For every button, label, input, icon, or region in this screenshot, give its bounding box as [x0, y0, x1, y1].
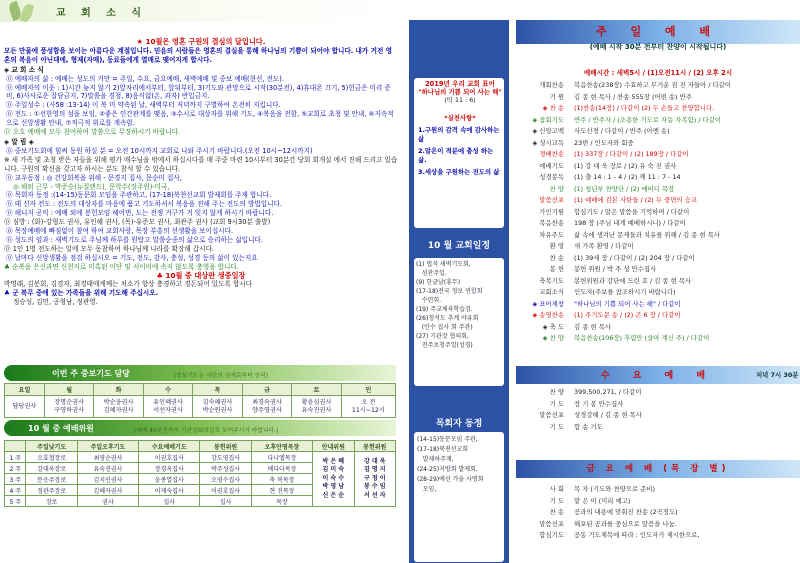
- news-item: ⓪ 중보기도회에 힘써 동원 하실 분 = 오전 10시까지 교회로 나와 주시기 바랍니다.(오전 10시~12시까지): [6, 146, 313, 155]
- table-row: [516, 126, 800, 138]
- rota-cell: 황윤심권사 유숙진권사: [292, 396, 341, 418]
- order-label: 가인기원: [539, 207, 564, 216]
- news-item: ⓪ 주일성수 : (사58 :13-14) 이 복 미 약속된 날, 새벽부터 저녁까지 구별하여 온전히 지킵니다.: [6, 101, 281, 110]
- order-value: 복음찬송(238장) 수효하고 무거운 짐 진 자들아 / 다같이: [574, 81, 732, 89]
- order-label: 찬 양: [549, 184, 564, 193]
- table-row: [516, 115, 800, 127]
- theme-ref: (막 11 : 6): [444, 96, 476, 104]
- duty-cell: 윤종열집사: [139, 474, 200, 485]
- table-row: [516, 322, 800, 334]
- table-row: [516, 103, 800, 115]
- duty-cell: 1 주: [5, 452, 26, 463]
- pastor-item: (28-29)예선 가을 사명회: [417, 476, 484, 483]
- pastor-news: [414, 432, 504, 562]
- table-row: [516, 92, 800, 104]
- news-item: ⓪ 오호 예배에 모두 참여하여 말씀으로 무장하시기 바랍니다.: [4, 128, 181, 137]
- order-value: 성경강해 / 김 종 현 목사: [574, 411, 642, 419]
- news-item: ⓪ 목회자 동정 :(14-15)동문회 모임을 주관하고, (17-18)북쳔선교회 발제회를 주재 합니다.: [6, 191, 272, 200]
- table-row: [516, 195, 800, 207]
- duty-cell: 김지인권사: [77, 474, 138, 485]
- news-item: ⓪ 날마다 신앙생활을 점검 하십시오 = 기도, 전도, 감사, 충성, 성경 등의 삶이 있는지요: [6, 253, 258, 262]
- pastor-item: (14-15)동문모임 주관,: [417, 436, 478, 443]
- order-value: (1) 출 14 : 1 - 4 / (2) 께 11 : 7 - 14: [574, 173, 681, 181]
- order-value: (1) 강 대 욱 장로 / (2) 유 숙 진 권사: [574, 161, 677, 170]
- duty-cell: 박주성집사: [200, 463, 251, 474]
- order-value: 김 종 현 목사 / 찬송 555장 (어떤 송) 반주: [574, 92, 692, 101]
- order-label: 봉 헌: [549, 265, 564, 273]
- section-title: 교 회 소 식: [56, 8, 148, 19]
- news-item: ♣ 군 복무 중에 있는 가족들을 위해 기도해 주십시오.: [4, 289, 159, 298]
- guide-volunteers-b: 강 대 욱 김 명 지 구 정 이 봉 수 임 서 선 자: [354, 452, 395, 507]
- order-label: 경배찬송: [539, 150, 564, 158]
- sunday-order: [516, 80, 800, 345]
- duty-cell: 이권호집사: [139, 452, 200, 463]
- duty-cell: 김혜자권사: [77, 485, 138, 496]
- order-label: 차유주도: [539, 230, 564, 239]
- schedule-item: (26)정석도 추계 야유회: [416, 315, 479, 322]
- rota-cell: 장명순권사 구영하권사: [44, 396, 93, 418]
- table-row: [516, 299, 800, 311]
- schedule-item: (17-18)전국 정보 연합회: [416, 288, 483, 295]
- duty-cell: 2 주: [5, 463, 26, 474]
- theme-year: 2019년 우리 교회 표어: [425, 80, 495, 88]
- news-item: ⓪ 예배자의 삶 : 예배는 성도의 거만 = 주일, 수요, 금요예배, 새벽예배 및 중보 예배(현선, 전도).: [6, 74, 284, 83]
- news-item: ◎ 해외 근무 - 박준승(뉴질랜드), 문학수(장주원)-미국,: [13, 182, 170, 191]
- wednesday-order: [516, 387, 800, 433]
- order-label: ◈ 축 도: [542, 322, 564, 331]
- news-item: ◈ 알 림 ◈: [4, 137, 34, 146]
- news-item: ⓪ 1인 1명 전도하는 일에 모두 동참하여 하나님께 나라를 확장해 갑시다.: [4, 244, 215, 253]
- order-value: 맡 은 이 (미리 예고): [574, 496, 631, 505]
- duty-header-cell: 오후안명목장: [251, 441, 312, 452]
- order-label: 찬 송: [549, 253, 564, 262]
- rota-header-cell: 수: [143, 384, 192, 396]
- schedule-item: 섬찬주일.: [416, 270, 447, 277]
- order-label: 환 영: [549, 242, 564, 250]
- order-value: 23번 / 인도자와 회중: [574, 138, 634, 147]
- schedule-item: [416, 350, 502, 359]
- rota-header-cell: 화: [94, 384, 143, 396]
- news-item: ⓪ 교우동정 : ◎ 건강회복을 위해 - 문경지 집사, 문순미 집사,: [6, 173, 182, 182]
- order-label: 사 회: [549, 485, 564, 493]
- order-label: 합심기도: [539, 531, 564, 539]
- order-label: 예배기도: [539, 161, 564, 170]
- schedule-item: (9) 한글날(휴무): [416, 279, 461, 286]
- duty-cell: 유숙진권사: [77, 463, 138, 474]
- rota-header-cell: 월: [44, 384, 93, 396]
- order-value: 김 종 현 목사: [574, 322, 611, 331]
- pastor-item: (24-25)지방회 발제회,: [417, 466, 478, 473]
- october-schedule-title: 10 월 교회일정: [409, 236, 509, 256]
- duty-cell: 목장: [251, 496, 312, 507]
- duty-cell: 강도영집사: [200, 452, 251, 463]
- news-item: ⓪ 목장예배에 빠짐없이 참여 하여 교회사랑, 목장 부흥의 선생활을 보이십시다.: [6, 227, 234, 236]
- schedule-item: (19) 주교체육학습검.: [416, 306, 473, 313]
- theme-quote: "하나님의 기쁨 되어 사는 해": [418, 88, 502, 96]
- table-row: [516, 484, 800, 496]
- table-row: [516, 399, 800, 411]
- news-item: ⓪ 심방 : (화)-강형도 권사, 유인혜 권사, (목)-유준모 권사, 최관주 권사 (교회 9시30분 출발): [4, 218, 271, 227]
- news-list: [4, 38, 398, 307]
- theme-box: [418, 80, 502, 180]
- duty-cell: 베다다목장: [251, 463, 312, 474]
- friday-order: [516, 484, 800, 542]
- news-item: 박명래, 김봉회, 김경자, 최경태에게께는 처소가 항상 충경하고 경돈되어 있도록 합시다: [4, 280, 253, 289]
- table-row: [516, 241, 800, 253]
- duty-cell: 다니엘목장: [251, 452, 312, 463]
- order-value: 인도자(주보를 참조하시기 바랍니다): [574, 288, 676, 296]
- news-item: 모든 만물에 풍성함을 보이는 아름다운 계절입니다. 믿음의 사람들은 영혼의 결실을 통해 하나님의 기쁨이 되어야 합니다. 내가 거전 영혼의 복음이 아닌데에, 형제(자매), 동료들에게 열매로 맺어지게 합시다.: [4, 46, 392, 64]
- order-value: 해포된 공과를 중심으로 말씀을 나눔.: [574, 519, 677, 528]
- sunday-title: 주 일 예 배: [596, 25, 720, 38]
- order-value: 합 송 기도: [574, 422, 603, 431]
- rota-header-cell: 토: [292, 384, 341, 396]
- table-row: [516, 172, 800, 184]
- news-item: ⓪ 성도의 임과 : 새벽기도로 주님께 하루를 원탑고 말씀순종의 삶으로 승리하는 삶입니다.: [6, 235, 263, 244]
- duty-cell: 최영순권사: [77, 452, 138, 463]
- duty-cell: 3 주: [5, 474, 26, 485]
- table-row: [516, 287, 800, 299]
- order-label: 기 원: [549, 92, 564, 101]
- table-row: [516, 333, 800, 345]
- news-item: ♣ 10월 중 대상판 생중일장: [156, 270, 246, 280]
- prayer-rota-banner: [4, 365, 396, 381]
- rota-cell: 박순웅권사 김혜자권사: [94, 396, 143, 418]
- guide-volunteers-a: 박 은 혜 김 미 숙 이 숙 수 박 영 남 신 은 순: [313, 452, 354, 507]
- table-row: [516, 496, 800, 508]
- duty-banner: [4, 420, 396, 436]
- practice-item: 2.말은이 적분에 충성 하는 삶.: [418, 147, 494, 164]
- schedule-item: 전주초청주일(성경): [416, 342, 473, 349]
- order-value: 합심기도 / 말은 말씀을 기억하며 / 다같이: [574, 207, 690, 216]
- news-item: ◈ 교 회 소 식: [4, 65, 44, 74]
- order-value: 공과의 내용에 맞춰진 찬송 (2곡정도): [574, 508, 678, 516]
- order-value: 봉헌위원과 강단에 드린 호 / 김 종 현 목사: [574, 276, 692, 285]
- rota-header-cell: 목: [193, 384, 242, 396]
- order-label: ◈ 성시교독: [532, 138, 564, 147]
- order-value: (1) 예배에 감본 사탄들 / (2) 두 중면의 승교: [574, 196, 697, 204]
- table-row: [516, 80, 800, 92]
- pastor-item: (17-18)북쳔선교회: [417, 446, 469, 453]
- duty-cell: 오영수집사: [200, 474, 251, 485]
- order-label: ◈ 신앙고백: [532, 127, 564, 135]
- order-label: 말씀선포: [539, 196, 564, 204]
- order-value: (1) 39세 장 / 다같이 / (2) 204 장 / 다같이: [574, 253, 695, 262]
- duty-header-cell: 봉헌위원: [200, 441, 251, 452]
- banner-note: (중보기도는 사단의 권세로부터 승리): [174, 373, 269, 379]
- order-value: 목 자 (기도와 찬양으로 준비): [574, 485, 656, 493]
- practice-item: 3.세상을 구원하는 전도의 삶: [418, 168, 500, 176]
- pastor-news-title: 목회자 동정: [435, 419, 483, 429]
- wednesday-title: 수 요 예 배: [600, 371, 716, 381]
- table-row: [516, 387, 800, 399]
- pastor-item: 발제하주재,: [417, 456, 454, 463]
- duty-cell: 집사: [139, 496, 200, 507]
- order-label: 교회소식: [539, 288, 564, 296]
- order-label: ◈ 찬 양: [542, 334, 564, 342]
- order-value: 사도신경 / 다같이 / 반주 (아멘 송): [574, 127, 670, 135]
- banner-note: (예배 40분전까지 기관장회의실로 모여주시기 바랍니다.): [134, 428, 279, 434]
- table-row: [516, 410, 800, 422]
- order-value: 삶 속에 생겨난 문제들과 치유를 위해 / 김 종 현 목사: [574, 230, 720, 239]
- order-value: 반주 / 반주자 / (조용한 기도로 자동 자복함) / 다같이: [574, 115, 722, 124]
- table-row: [516, 149, 800, 161]
- duty-header-cell: 주일낮기도: [26, 441, 77, 452]
- rota-header-cell: 금: [242, 384, 291, 396]
- duty-cell: 정관주장로: [26, 485, 77, 496]
- order-label: ◈ 찬 송: [542, 104, 564, 112]
- banner-title: 이번 주 중보기도 담당: [52, 369, 130, 378]
- table-row: [516, 161, 800, 173]
- rota-header-cell: 요일: [5, 384, 45, 396]
- news-item: ★ 10월은 영혼 구원의 결심의 달입니다.: [136, 37, 266, 46]
- order-value: 장 기 봉 안수집사: [574, 399, 624, 408]
- table-row: [516, 207, 800, 219]
- practice-item: 1.구원의 감격 속에 감사하는 삶: [418, 126, 500, 143]
- duty-header-cell: 봉헌위원: [354, 441, 395, 452]
- news-item: ⓪ 헤니지 공익 : 예배 외에 봉헌모임 헤어면, 도는 전쟁 거구가 거 잊지 않게 하시기 바랍니다.: [6, 209, 274, 218]
- rota-cell: 최경숙권사 양주영권사: [242, 396, 291, 418]
- rota-cell: 유인혜권사 서선자권사: [143, 396, 192, 418]
- duty-cell: 현 진목장: [251, 485, 312, 496]
- duty-cell: 이권호집사: [200, 485, 251, 496]
- table-row: [516, 253, 800, 265]
- table-row: [516, 422, 800, 434]
- order-value: "하나님의 기쁨 되어 사는 해" / 다같이: [574, 299, 681, 308]
- duty-table: [4, 440, 396, 507]
- order-value: 복음찬송(106장) 후렴만 (살아 계신 주) / 다같이: [574, 334, 710, 342]
- order-value: (1) 337장 / 다같이 / (2) 189장 / 다같이: [574, 150, 689, 158]
- table-row: [516, 184, 800, 196]
- duty-cell: 장경옥집사: [139, 463, 200, 474]
- order-label: 찬 양: [549, 388, 564, 396]
- duty-cell: 이재숙집사: [139, 485, 200, 496]
- order-label: 축복기도: [539, 276, 564, 285]
- order-value: 봉헌 위원 / 박 주 성 안수집사: [574, 265, 657, 273]
- duty-header-cell: 주일오후기도: [77, 441, 138, 452]
- friday-title: 금 요 예 배 (목 장 별): [586, 464, 730, 474]
- table-row: [516, 507, 800, 519]
- practice-title: *실천사항*: [444, 114, 476, 122]
- sunday-times: 예배시간 : 새벽5시 / (1)오전11시 / (2) 오후 2시: [583, 69, 733, 77]
- order-label: 개회찬송: [539, 81, 564, 89]
- rota-header-cell: 인: [341, 384, 395, 396]
- table-row: [516, 276, 800, 288]
- schedule-item: 수련회.: [416, 297, 442, 304]
- order-label: 기 도: [549, 399, 564, 408]
- order-value: 198 장 (주님 내게 예배하시니) / 다같이: [574, 219, 686, 227]
- order-value: 새 가족 환영 / 다같이: [574, 242, 634, 250]
- prayer-rota-table: [4, 383, 396, 418]
- order-label: 성경봉독: [539, 173, 564, 181]
- news-item: 정승성, 김민, 공형남, 정관영.: [13, 298, 98, 307]
- table-row: [516, 138, 800, 150]
- order-label: 기 도: [549, 496, 564, 505]
- order-label: ◈ 송영찬송: [532, 311, 564, 319]
- pastor-item: 모임,: [417, 486, 437, 493]
- order-label: 복음찬송: [539, 219, 564, 227]
- rota-cell: 담당권사: [5, 396, 45, 418]
- duty-cell: 문응주장로: [26, 474, 77, 485]
- news-item: ♣ 순복을 은신과면 신천지로 미혹된 이단 및 서이비에 속지 않도록 충영을 합니다.: [4, 262, 239, 271]
- order-label: 기 도: [549, 422, 564, 431]
- schedule-item: (안수 집사 회 주관): [416, 324, 473, 331]
- duty-header-cell: 수요예배기도: [139, 441, 200, 452]
- duty-cell: 집사: [200, 496, 251, 507]
- rota-cell: 김숙혜권사 박순원권사: [193, 396, 242, 418]
- order-value: 399,500,271, / 다같이: [574, 388, 642, 396]
- table-row: [5, 452, 396, 463]
- sunday-subtitle: (예배 시작 30분 전부터 찬양이 시작됩니다): [589, 43, 727, 51]
- news-item: ⓪ 태 신자 전도 : 전도의 대상자를 마음에 품고 기도하셔서 복음을 전해 주는 전도의 방법입니다.: [6, 200, 282, 209]
- order-label: 말씀선포: [539, 411, 564, 419]
- news-item: ⓪ 예배자의 이웃 : 1)시간 늦지 않기 2)앞자리에서부터, 앞뒤부터, 3)기도와 관망으로 시작(30분전), 4)휴대폰 끄기, 5)헌금은 미리 준비, 6)사사로운 잡담금지, 7)말씀을 경청, 8)음식없(온, 과자) 반입금지.: [6, 83, 391, 101]
- duty-cell: 권사: [77, 496, 138, 507]
- order-value: (1)찬송(14장) / 다같이 (2) 두 손들고 찬양합니다.: [574, 104, 715, 112]
- table-row: [516, 310, 800, 322]
- duty-header-cell: 안내위원: [313, 441, 354, 452]
- duty-cell: 오효협장로: [26, 452, 77, 463]
- duty-cell: 강대욱장로: [26, 463, 77, 474]
- wednesday-time: 저녁 7시 30분: [756, 371, 799, 379]
- duty-header-cell: [5, 441, 26, 452]
- table-row: [516, 230, 800, 242]
- duty-cell: 4 주: [5, 485, 26, 496]
- duty-cell: 5 주: [5, 496, 26, 507]
- duty-cell: 장로: [26, 496, 77, 507]
- schedule-item: (27) 기관장 협의회,: [416, 333, 469, 340]
- news-item: ※ 새 가족 및 초청 받은 자들을 위해 평가 매수님을 밖에서 하십시다를 매 주중 마련 10시부터 30분간 당회 회개실 에서 진해 드리고 있습니다. 구원의 확신을 갖고자 하시는 분도 참석 할 수 있습니다.: [4, 155, 398, 173]
- rota-cell: 오 전 11시~12시: [341, 396, 395, 418]
- order-label: 말씀선포: [539, 519, 564, 528]
- table-row: [516, 218, 800, 230]
- order-value: 공동 기도제목에 따라 : 인도자가 제시한으로,: [574, 531, 700, 539]
- schedule-item: (1) 법석 새벽기도회,: [416, 261, 471, 268]
- news-item: ⓪ 전도 : ①선한영의 섬을 보임, ②좋은 인간관계를 맺음, ③수시로 대상자를 위해 기도, ④복음을 전함, ⑤교회로 초청 및 안내, ⑥지속적으로 신앙생활 안내, ⑦적극적 위로를 계속함.: [6, 110, 394, 128]
- order-value: (1) 주기도문 송 / (2) 곤 6 장 / 다같이: [574, 311, 681, 319]
- duty-cell: 축 복목장: [251, 474, 312, 485]
- order-value: (1) 청년부 찬양단 / (2) 에비디 목장: [574, 184, 675, 193]
- order-label: ◈ 참회기도: [532, 115, 564, 124]
- october-schedule: [414, 258, 504, 386]
- table-row: [516, 519, 800, 531]
- banner-title: 10 월 중 예배위원: [28, 424, 94, 433]
- table-row: [516, 264, 800, 276]
- order-label: 찬 송: [549, 508, 564, 516]
- table-row: [516, 530, 800, 542]
- order-label: ◈ 표어제창: [532, 299, 564, 308]
